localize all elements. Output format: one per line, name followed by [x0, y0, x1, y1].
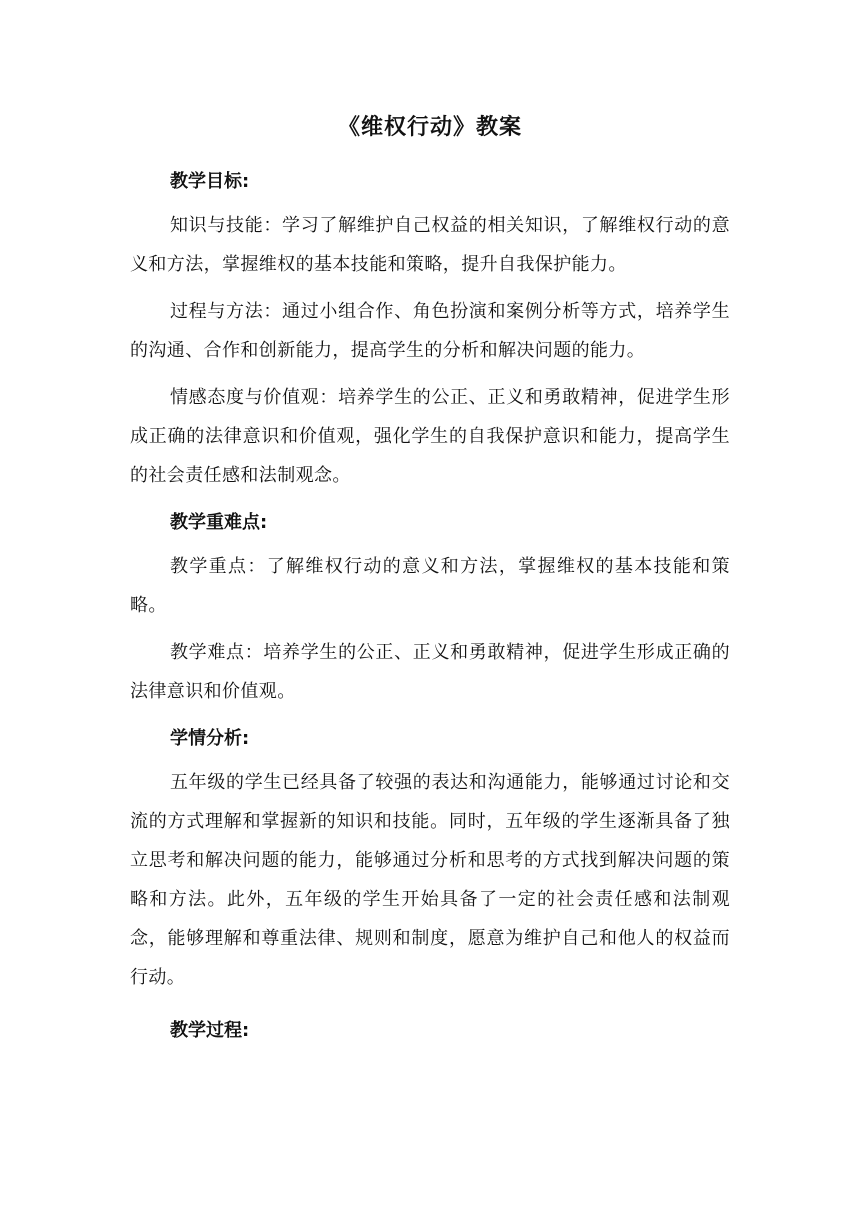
paragraph-emotion-values: 情感态度与价值观：培养学生的公正、正义和勇敢精神，促进学生形成正确的法律意识和价值观，强化学生的自我保护意识和能力，提高学生的社会责任感和法制观念。: [130, 387, 730, 486]
document-body: [130, 100, 730, 1055]
paragraph-key-point: 教学重点：了解维权行动的意义和方法，掌握维权的基本技能和策略。: [130, 556, 730, 616]
paragraph-knowledge-skills: 知识与技能：学习了解维护自己权益的相关知识，了解维权行动的意义和方法，掌握维权的基本技能和策略，提升自我保护能力。: [130, 215, 730, 275]
heading-teaching-process: 教学过程:: [170, 1020, 250, 1041]
document-title: 《维权行动》教案: [337, 115, 522, 140]
heading-student-analysis: 学情分析:: [170, 728, 250, 749]
paragraph-process-methods: 过程与方法：通过小组合作、角色扮演和案例分析等方式，培养学生的沟通、合作和创新能力，提高学生的分析和解决问题的能力。: [130, 301, 730, 361]
heading-teaching-goals: 教学目标:: [170, 171, 250, 192]
paragraph-student-analysis: 五年级的学生已经具备了较强的表达和沟通能力，能够通过讨论和交流的方式理解和掌握新的知识和技能。同时，五年级的学生逐渐具备了独立思考和解决问题的能力，能够通过分析和思考的方式找到解决问题的策略和方法。此外，五年级的学生开始具备了一定的社会责任感和法制观念，能够理解和尊重法律、规则和制度，愿意为维护自己和他人的权益而行动。: [130, 772, 730, 988]
heading-key-difficult-points: 教学重难点:: [170, 512, 268, 533]
paragraph-difficult-point: 教学难点：培养学生的公正、正义和勇敢精神，促进学生形成正确的法律意识和价值观。: [130, 642, 730, 702]
